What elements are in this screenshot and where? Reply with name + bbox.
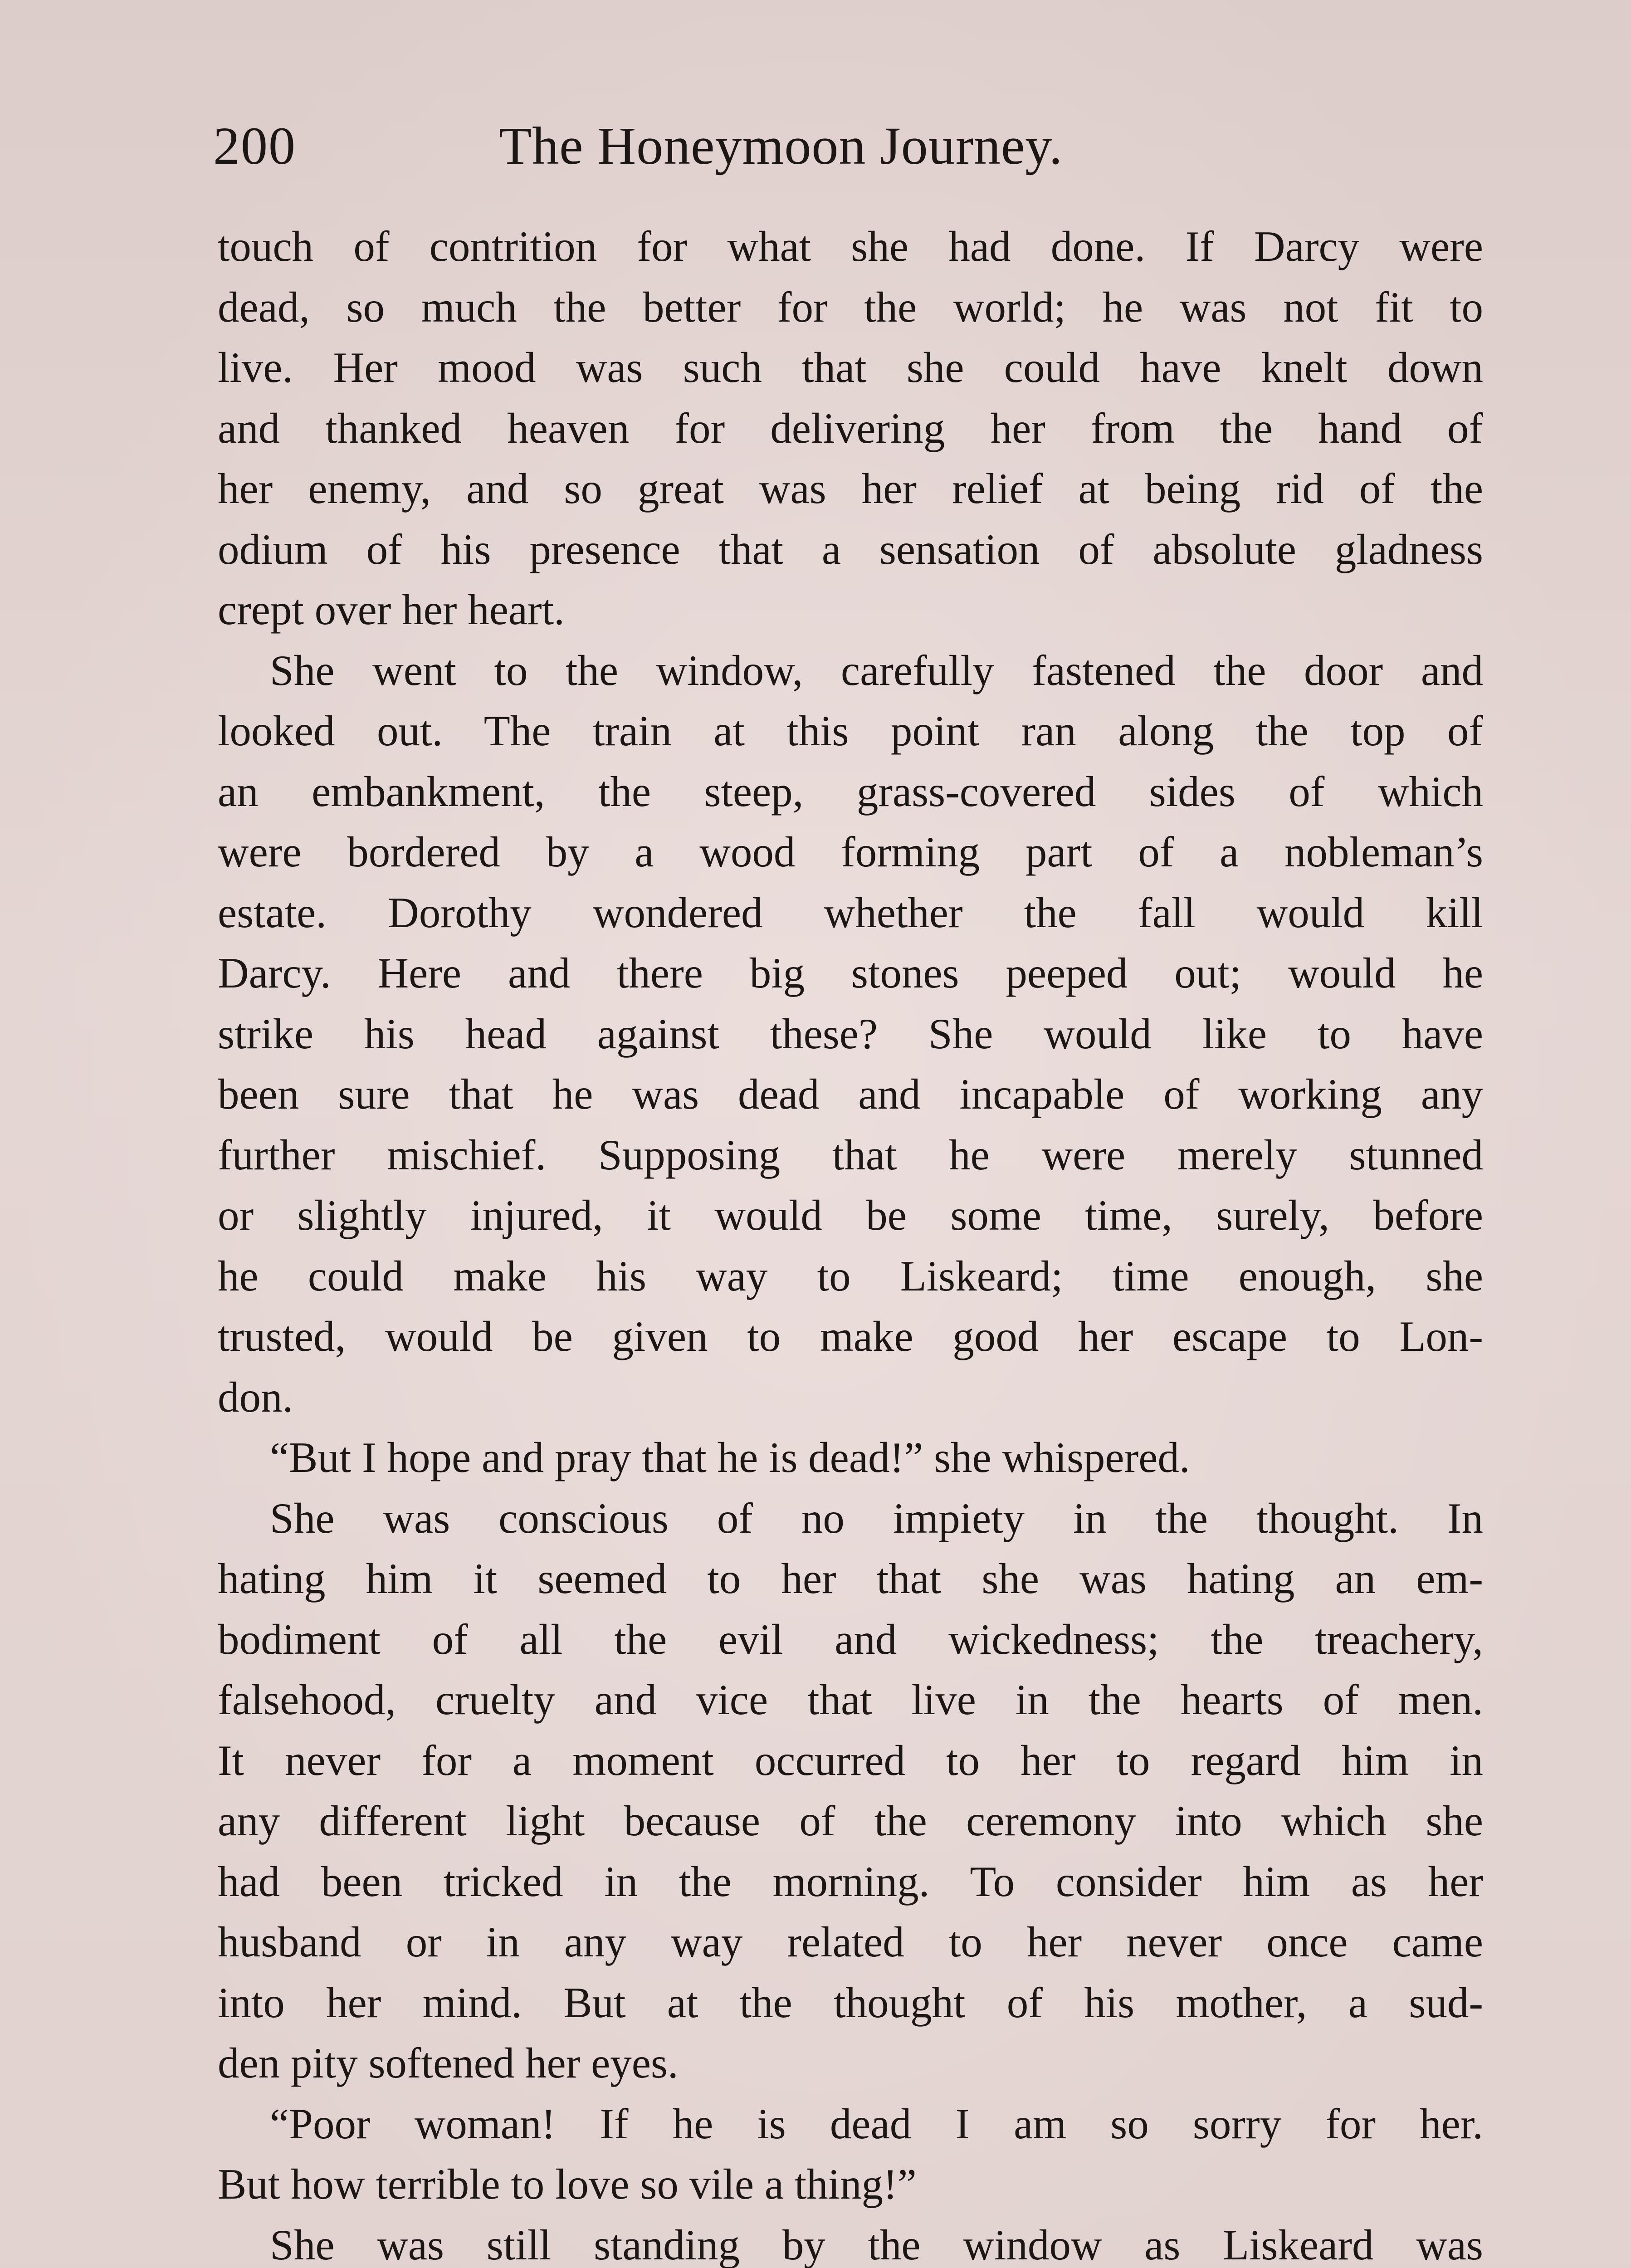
- text-line: She was still standing by the window as Liskeard was: [270, 2220, 1483, 2268]
- text-line: or slightly injured, it would be some time, surely, before: [218, 1191, 1483, 1239]
- text-line: strike his head against these? She would like to have: [218, 1009, 1483, 1058]
- text-line: touch of contrition for what she had done. If Darcy were: [218, 222, 1483, 270]
- text-line: estate. Dorothy wondered whether the fall would kill: [218, 888, 1483, 937]
- text-line: any different light because of the ceremony into which she: [218, 1797, 1483, 1845]
- text-line: falsehood, cruelty and vice that live in the hearts of men.: [218, 1676, 1483, 1724]
- text-line: “Poor woman! If he is dead I am so sorry for her.: [270, 2099, 1483, 2148]
- text-line: looked out. The train at this point ran along the top of: [218, 707, 1483, 755]
- text-line: don.: [218, 1373, 293, 1421]
- page-number: 200: [213, 116, 296, 176]
- text-line: live. Her mood was such that she could have knelt down: [218, 343, 1483, 391]
- body-text: [218, 216, 1483, 2268]
- text-line: trusted, would be given to make good her escape to Lon-: [218, 1312, 1483, 1360]
- text-line: husband or in any way related to her never once came: [218, 1918, 1483, 1966]
- text-line: had been tricked in the morning. To consider him as her: [218, 1857, 1483, 1906]
- text-line: But how terrible to love so vile a thing!”: [218, 2160, 917, 2208]
- text-line: her enemy, and so great was her relief at being rid of the: [218, 464, 1483, 513]
- text-line: She went to the window, carefully fastened the door and: [270, 646, 1483, 694]
- text-line: odium of his presence that a sensation of absolute gladness: [218, 525, 1483, 573]
- text-line: further mischief. Supposing that he were merely stunned: [218, 1130, 1483, 1179]
- text-line: been sure that he was dead and incapable of working any: [218, 1070, 1483, 1118]
- text-line: into her mind. But at the thought of his mother, a sud-: [218, 1978, 1483, 2027]
- text-line: crept over her heart.: [218, 586, 565, 634]
- text-line: he could make his way to Liskeard; time enough, she: [218, 1251, 1483, 1300]
- page-header: [213, 105, 1483, 187]
- text-line: were bordered by a wood forming part of a nobleman’s: [218, 828, 1483, 876]
- text-line: and thanked heaven for delivering her from the hand of: [218, 404, 1483, 452]
- text-line: bodiment of all the evil and wickedness; the treachery,: [218, 1615, 1483, 1663]
- text-line: It never for a moment occurred to her to regard him in: [218, 1736, 1483, 1784]
- text-line: den pity softened her eyes.: [218, 2039, 679, 2087]
- text-line: dead, so much the better for the world; he was not fit to: [218, 283, 1483, 331]
- text-line: hating him it seemed to her that she was hating an em-: [218, 1554, 1483, 1603]
- text-line: She was conscious of no impiety in the thought. In: [270, 1494, 1483, 1542]
- text-line: “But I hope and pray that he is dead!” she whispered.: [270, 1433, 1190, 1481]
- text-line: Darcy. Here and there big stones peeped out; would he: [218, 949, 1483, 997]
- running-title: The Honeymoon Journey.: [499, 116, 1063, 176]
- text-line: an embankment, the steep, grass-covered sides of which: [218, 767, 1483, 816]
